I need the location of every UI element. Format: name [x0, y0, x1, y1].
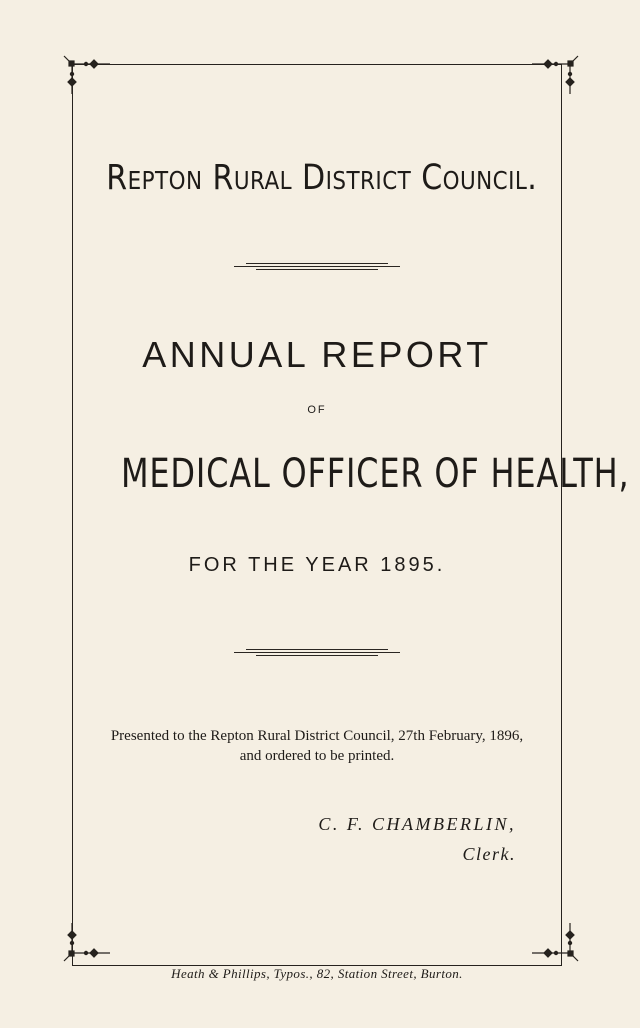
printer-imprint: Heath & Phillips, Typos., 82, Station Street, Burton. [171, 966, 463, 981]
decorative-rule-bottom [234, 649, 400, 655]
decorative-rule-top [234, 263, 400, 269]
signatory-title: Clerk. [462, 844, 516, 864]
corner-ornament-bottom-left [60, 923, 110, 965]
signatory-name: C. F. CHAMBERLIN, [318, 814, 516, 834]
report-year-line: FOR THE YEAR 1895. [188, 554, 446, 576]
presentation-statement [72, 726, 562, 766]
connector-of: OF [307, 404, 327, 416]
corner-ornament-bottom-right [532, 923, 582, 965]
corner-ornament-top-right [532, 52, 582, 94]
corner-ornament-top-left [60, 52, 110, 94]
presentation-line-2: and ordered to be printed. [239, 748, 395, 764]
officer-title: MEDICAL OFFICER OF HEALTH, [121, 451, 630, 497]
council-name-heading: Repton Rural District Council. [106, 158, 538, 198]
report-title: ANNUAL REPORT [142, 334, 492, 375]
presentation-line-1: Presented to the Repton Rural District Council, 27th February, 1896, [110, 728, 524, 744]
